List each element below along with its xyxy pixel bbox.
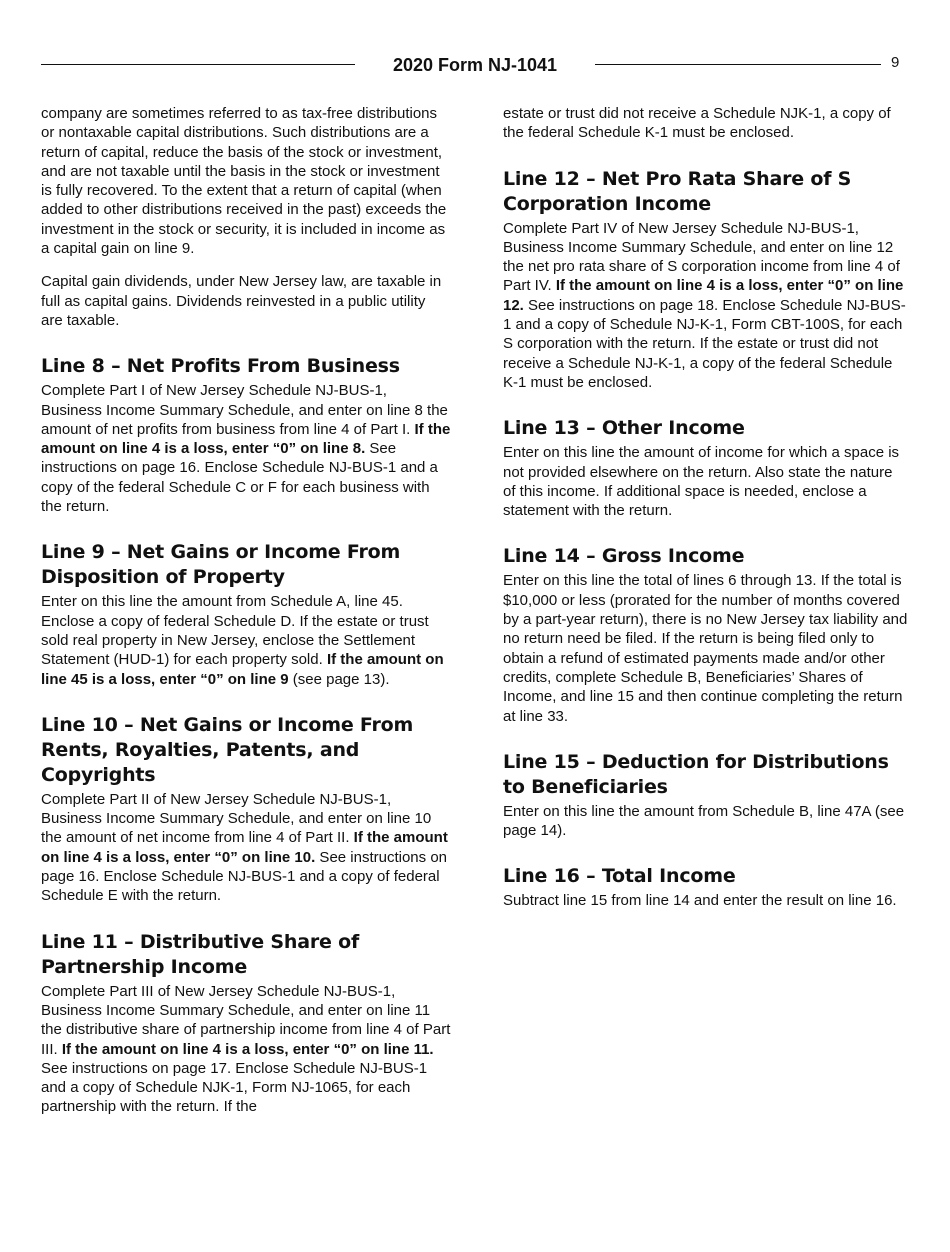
line-10-heading: Line 10 – Net Gains or Income From Rents, Royalties, Patents, and Copyrights <box>41 713 414 786</box>
page-number: 9 <box>891 54 900 71</box>
line-11-text: Complete Part III of New Jersey Schedule NJ-BUS-1, Business Income Summary Schedule, and enter on line 11 the distributive share of partnership income from line 4 of Part III. If the amount on line 4 is a loss, enter “0” on line 11. See instructions on page 17. Enclose Schedule NJ-BUS-1 and a copy of Schedule NJK-1, Form NJ-1065, for each partnership with the return. If the <box>41 982 451 1116</box>
line-8-heading: Line 8 – Net Profits From Business <box>41 355 400 378</box>
intro-paragraph-2: Capital gain dividends, under New Jersey law, are taxable in full as capital gains. Dividends reinvested in a public utility are taxable. <box>41 273 442 329</box>
line-16-heading: Line 16 – Total Income <box>503 865 736 888</box>
line-9-text: Enter on this line the amount from Schedule A, line 45. Enclose a copy of federal Schedule D. If the estate or trust sold real property in New Jersey, enclose the Settlement Statement (HUD-1) for each property sold. If the amount on line 45 is a loss, enter “0” on line 9 (see page 13). <box>41 593 444 688</box>
line-13-heading: Line 13 – Other Income <box>503 417 745 440</box>
continued-paragraph: estate or trust did not receive a Schedule NJK-1, a copy of the federal Schedule K-1 must be enclosed. <box>503 105 891 142</box>
form-title: 2020 Form NJ-1041 <box>392 55 558 75</box>
header-rule-left <box>41 64 355 65</box>
header-rule-right <box>595 64 881 65</box>
line-15-text: Enter on this line the amount from Schedule B, line 47A (see page 14). <box>503 802 905 840</box>
line-8-text: Complete Part I of New Jersey Schedule NJ-BUS-1, Business Income Summary Schedule, and enter on line 8 the amount of net profits from business from line 4 of Part I. If the amount on line 4 is a loss, enter “0” on line 8. See instructions on page 16. Enclose Schedule NJ-BUS-1 and a copy of the federal Schedule C or F for each business with the return. <box>41 382 451 516</box>
line-13-text: Enter on this line the amount of income for which a space is not provided elsewhere on the return. Also state the nature of this income. If additional space is needed, enclose a statement with the return. <box>503 444 900 520</box>
right-column <box>503 104 908 911</box>
page-header <box>41 52 909 78</box>
line-15-heading: Line 15 – Deduction for Distributions to Beneficiaries <box>503 750 889 798</box>
line-14-heading: Line 14 – Gross Income <box>503 545 745 568</box>
left-column <box>41 104 451 1117</box>
line-11-heading: Line 11 – Distributive Share of Partnership Income <box>41 930 360 978</box>
line-10-text: Complete Part II of New Jersey Schedule NJ-BUS-1, Business Income Summary Schedule, and enter on line 10 the amount of net income from line 4 of Part II. If the amount on line 4 is a loss, enter “0” on line 10. See instructions on page 16. Enclose Schedule NJ-BUS-1 and a copy of federal Schedule E with the return. <box>41 790 448 905</box>
line-9-heading: Line 9 – Net Gains or Income From Disposition of Property <box>41 541 401 589</box>
line-14-text: Enter on this line the total of lines 6 through 13. If the total is $10,000 or less (prorated for the number of months covered by a part-year return), there is no New Jersey tax liability and no return need be filed. If the return is being filed only to obtain a refund of estimated payments made and/or other credits, complete Schedule B, Beneficiaries’ Shares of Income, and line 15 and then continue completing the return at line 33. <box>503 572 908 725</box>
intro-paragraph-1: company are sometimes referred to as tax-free distributions or nontaxable capital distributions. Such distributions are a return of capital, reduce the basis of the stock or investment, and are not taxable until the basis in the stock or investment is fully recovered. To the extent that a return of capital (when added to other distributions received in the past) exceeds the investment in the stock or security, it is included in income as a capital gain on line 9. <box>41 105 447 258</box>
line-12-text: Complete Part IV of New Jersey Schedule NJ-BUS-1, Business Income Summary Schedule, and enter on line 12 the net pro rata share of S corporation income from line 4 of Part IV. If the amount on line 4 is a loss, enter “0” on line 12. See instructions on page 18. Enclose Schedule NJ-BUS-1 and a copy of Schedule NJ-K-1, Form CBT-100S, for each S corporation with the return. If the estate or trust did not receive a Schedule NJ-K-1, a copy of the federal Schedule K-1 must be enclosed. <box>503 219 906 391</box>
line-16-text: Subtract line 15 from line 14 and enter the result on line 16. <box>503 892 897 910</box>
line-12-heading: Line 12 – Net Pro Rata Share of S Corporation Income <box>503 167 852 215</box>
